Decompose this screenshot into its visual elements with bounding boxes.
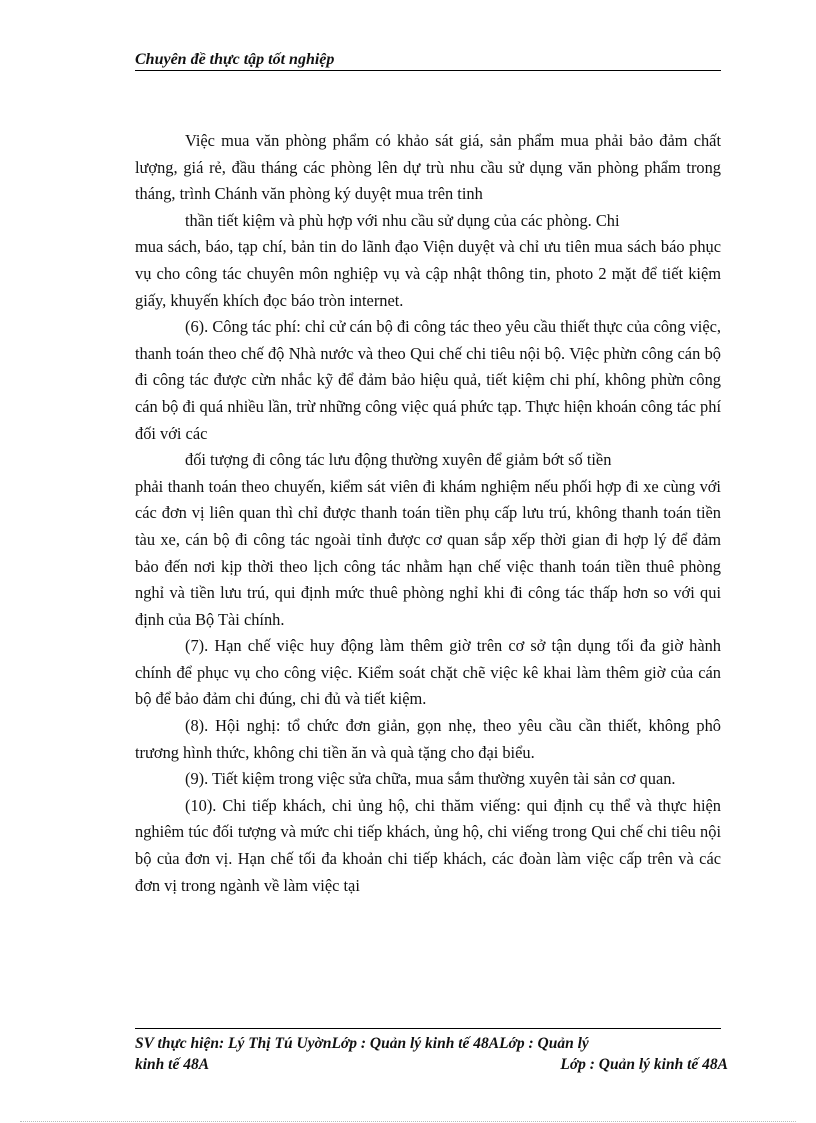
footer-class-left: kinh tế 48A: [135, 1056, 210, 1073]
paragraph-1a: Việc mua văn phòng phẩm có khảo sát giá, sản phẩm mua phải bảo đảm chất lượng, giá rẻ, đầu tháng các phòng lên dự trù nhu cầu sử dụng văn phòng phẩm trong tháng, trình Chánh văn phòng ký duyệt mua trên tinh: [135, 131, 721, 204]
page-footer: [135, 1033, 728, 1075]
paragraph-2b: đối tượng đi công tác lưu động thường xuyên để giảm bớt số tiền: [185, 450, 612, 470]
page-header: [135, 50, 721, 70]
paragraph-2c: phải thanh toán theo chuyến, kiểm sát viên đi khám nghiệm nếu phối hợp đi xe cùng với các đơn vị liên quan thì chỉ được thanh toán tiền phụ cấp lưu trú, không thanh toán tiền tàu xe, cán bộ đi công tác ngoài tỉnh được cơ quan sắp xếp thời gian đi hợp lý để đảm bảo đến nơi kịp thời theo lịch công tác nhằm hạn chế việc thanh toán tiền thuê phòng nghỉ và tiền lưu trú, qui định mức thuê phòng nghỉ khi đi công tác thấp hơn so với qui định của Bộ Tài chính.: [135, 476, 721, 629]
header-rule: [135, 70, 721, 71]
paragraph-5: (9). Tiết kiệm trong việc sửa chữa, mua sắm thường xuyên tài sản cơ quan.: [185, 769, 676, 789]
footer-line-1: SV thực hiện: Lý Thị Tú UyờnLớp : Quản lý kinh tế 48ALớp : Quản lý: [135, 1035, 589, 1052]
page-bottom-edge: [20, 1121, 796, 1122]
footer-class-right: Lớp : Quản lý kinh tế 48A: [560, 1056, 728, 1073]
paragraph-1b: thần tiết kiệm và phù hợp với nhu cầu sử dụng của các phòng. Chi: [185, 210, 620, 230]
paragraph-1c: mua sách, báo, tạp chí, bản tin do lãnh đạo Viện duyệt và chỉ ưu tiên mua sách báo phục vụ cho công tác chuyên môn nghiệp vụ và cập nhật thông tin, photo 2 mặt để tiết kiệm giấy, khuyến khích đọc báo tròn internet.: [135, 237, 721, 310]
document-body: [135, 128, 721, 899]
paragraph-3: (7). Hạn chế việc huy động làm thêm giờ trên cơ sở tận dụng tối đa giờ hành chính để phục vụ cho công việc. Kiểm soát chặt chẽ việc kê khai làm thêm giờ của cán bộ để bảo đảm chi đúng, chi đủ và tiết kiệm.: [135, 636, 721, 709]
footer-rule: [135, 1028, 721, 1029]
paragraph-2a: (6). Công tác phí: chỉ cử cán bộ đi công tác theo yêu cầu thiết thực của công việc, thanh toán theo chế độ Nhà nước và theo Qui chế chi tiêu nội bộ. Việc phừn công cán bộ đi công tác được cừn nhắc kỹ để đảm bảo hiệu quả, tiết kiệm chi phí, không phừn công cán bộ đi quá nhiều lần, trừ những công việc quá phức tạp. Thực hiện khoán công tác phí đối với các: [135, 317, 721, 443]
paragraph-4: (8). Hội nghị: tổ chức đơn giản, gọn nhẹ, theo yêu cầu cần thiết, không phô trương hình thức, không chi tiền ăn và quà tặng cho đại biểu.: [135, 716, 721, 762]
paragraph-6: (10). Chi tiếp khách, chi ủng hộ, chi thăm viếng: qui định cụ thể và thực hiện nghiêm túc đối tượng và mức chi tiếp khách, ủng hộ, chi viếng trong Qui chế chi tiêu nội bộ của đơn vị. Hạn chế tối đa khoản chi tiếp khách, các đoàn làm việc cấp trên và các đơn vị trong ngành về làm việc tại: [135, 795, 721, 895]
footer-line-2: [135, 1054, 728, 1075]
header-title: Chuyên đề thực tập tốt nghiệp: [135, 51, 335, 68]
